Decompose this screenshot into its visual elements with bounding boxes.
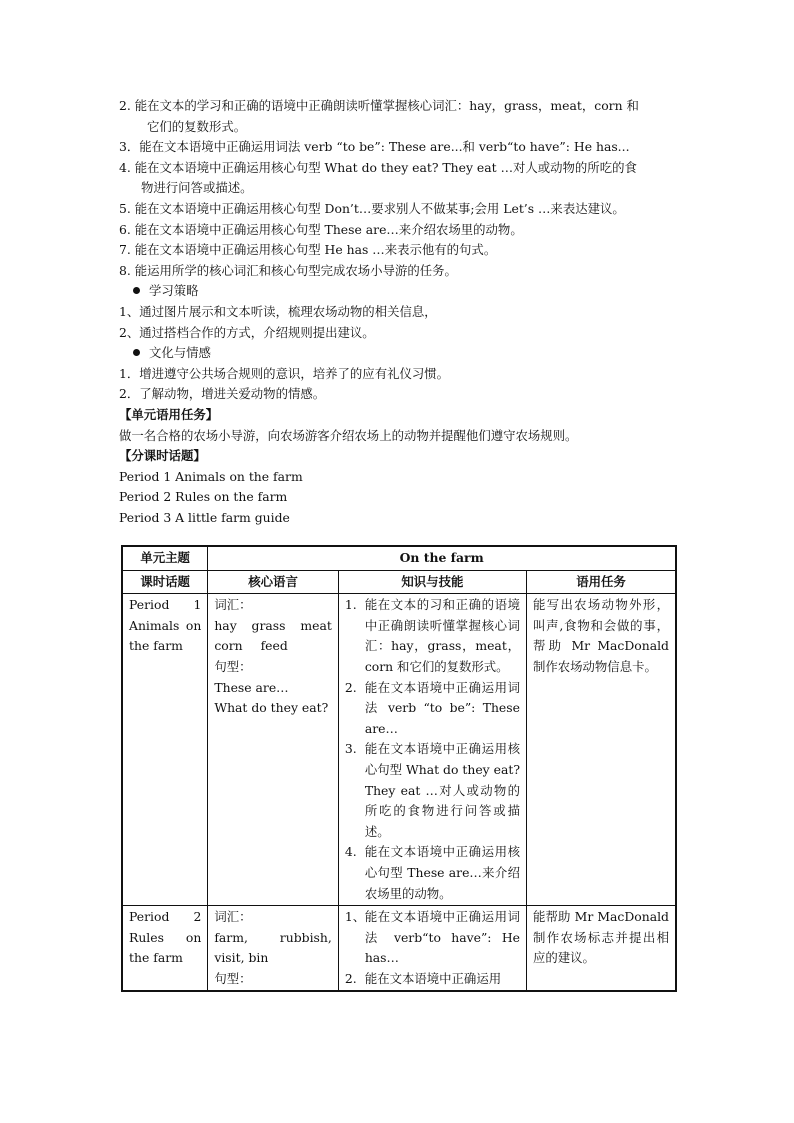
header-skills: 知识与技能 bbox=[338, 570, 526, 594]
bullet-icon bbox=[133, 349, 140, 356]
objectives-section bbox=[119, 96, 679, 528]
objective-3: 3．能在文本语境中正确运用词法 verb “to be”: These are...和 verb“to have”: He has... bbox=[119, 139, 630, 155]
item-text: 能在文本语境中正确运用核心句型 What do they eat? They eat …对人或动物的所吃的食物进行问答或描述。 bbox=[364, 741, 520, 839]
row2-topic: Period 2 Rules on the farm bbox=[122, 906, 208, 992]
header-task: 语用任务 bbox=[526, 570, 676, 594]
objective-4: 4. 能在文本语境中正确运用核心句型 What do they eat? They eat …对人或动物的所吃的食 bbox=[119, 159, 637, 175]
header-topic: 课时话题 bbox=[122, 570, 208, 594]
item-text: 能在文本语境中正确运用词法 verb “to be”: These are… bbox=[364, 679, 520, 736]
list-item bbox=[345, 739, 520, 842]
unit-table bbox=[121, 545, 677, 992]
header-row bbox=[122, 570, 676, 594]
culture-1: 1．增进遵守公共场合规则的意识，培养了的应有礼仪习惯。 bbox=[119, 365, 450, 381]
objective-5: 5. 能在文本语境中正确运用核心句型 Don’t…要求别人不做某事;会用 Let’s …来表达建议。 bbox=[119, 200, 625, 216]
list-item bbox=[345, 969, 520, 990]
item-text: 能在文本语境中正确运用核心句型 These are…来介绍农场里的动物。 bbox=[364, 844, 520, 901]
period-3: Period 3 A little farm guide bbox=[119, 509, 290, 525]
item-number: 1、 bbox=[344, 909, 366, 925]
objective-2: 2. 能在文本的学习和正确的语境中正确朗读听懂掌握核心词汇：hay，grass，meat，corn 和 bbox=[119, 98, 639, 113]
strategy-heading bbox=[119, 281, 679, 302]
item-text: 能在文本的习和正确的语境中正确朗读听懂掌握核心词汇：hay，grass，meat，corn 和它们的复数形式。 bbox=[364, 597, 520, 674]
objective-2-cont: 它们的复数形式。 bbox=[147, 118, 247, 134]
item-number: 2. bbox=[344, 679, 357, 695]
table-row bbox=[122, 594, 676, 906]
task-heading: 【单元语用任务】 bbox=[119, 406, 219, 422]
bullet-icon bbox=[133, 287, 140, 294]
sentence-line: These are… bbox=[214, 679, 289, 695]
vocab-label: 词汇： bbox=[214, 597, 252, 613]
item-text: 能在文本语境中正确运用词法 verb“to have”: He has… bbox=[364, 909, 520, 966]
theme-value: On the farm bbox=[208, 546, 676, 570]
culture-heading-text: 文化与情感 bbox=[149, 345, 211, 361]
objective-7: 7. 能在文本语境中正确运用核心句型 He has …来表示他有的句式。 bbox=[119, 242, 497, 258]
sentence-label: 句型： bbox=[214, 658, 252, 674]
objective-8: 8. 能运用所学的核心词汇和核心句型完成农场小导游的任务。 bbox=[119, 262, 457, 278]
objective-6: 6. 能在文本语境中正确运用核心句型 These are…来介绍农场里的动物。 bbox=[119, 221, 523, 237]
row2-skills bbox=[338, 906, 526, 992]
culture-heading bbox=[119, 343, 679, 364]
list-item bbox=[345, 595, 520, 677]
vocab-line: hay grass meat bbox=[214, 617, 332, 633]
row2-language bbox=[208, 906, 338, 992]
culture-2: 2．了解动物，增进关爱动物的情感。 bbox=[119, 386, 326, 402]
row1-task: 能写出农场动物外形，叫声,食物和会做的事，帮助 Mr MacDonald 制作农场动物信息卡。 bbox=[526, 594, 676, 906]
table-row bbox=[122, 906, 676, 992]
theme-row bbox=[122, 546, 676, 570]
item-number: 1. bbox=[344, 597, 357, 613]
header-language: 核心语言 bbox=[208, 570, 338, 594]
item-number: 3. bbox=[344, 741, 357, 757]
period-1: Period 1 Animals on the farm bbox=[119, 468, 303, 484]
sentence-label: 句型： bbox=[214, 970, 252, 986]
row1-skills bbox=[338, 594, 526, 906]
item-number: 2. bbox=[344, 970, 357, 986]
strategy-heading-text: 学习策略 bbox=[149, 283, 199, 299]
row2-task: 能帮助 Mr MacDonald 制作农场标志并提出相应的建议。 bbox=[526, 906, 676, 992]
objective-4-cont: 物进行问答或描述。 bbox=[141, 180, 253, 196]
task-text: 做一名合格的农场小导游，向农场游客介绍农场上的动物并提醒他们遵守农场规则。 bbox=[119, 427, 578, 443]
list-item bbox=[345, 842, 520, 904]
item-text: 能在文本语境中正确运用 bbox=[364, 970, 502, 986]
periods-heading: 【分课时话题】 bbox=[119, 448, 206, 464]
theme-label: 单元主题 bbox=[122, 546, 208, 570]
list-item bbox=[345, 678, 520, 740]
item-number: 4. bbox=[344, 844, 357, 860]
sentence-line: What do they eat? bbox=[214, 700, 329, 716]
row1-topic: Period 1 Animals on the farm bbox=[122, 594, 208, 906]
vocab-line: corn feed bbox=[214, 638, 288, 654]
strategy-2: 2、通过搭档合作的方式，介绍规则提出建议。 bbox=[119, 324, 375, 340]
strategy-1: 1、通过图片展示和文本听读，梳理农场动物的相关信息， bbox=[119, 303, 437, 319]
vocab-line: farm, rubbish, visit, bin bbox=[214, 929, 332, 966]
list-item bbox=[345, 907, 520, 969]
row1-language bbox=[208, 594, 338, 906]
period-2: Period 2 Rules on the farm bbox=[119, 489, 288, 505]
vocab-label: 词汇： bbox=[214, 909, 252, 925]
